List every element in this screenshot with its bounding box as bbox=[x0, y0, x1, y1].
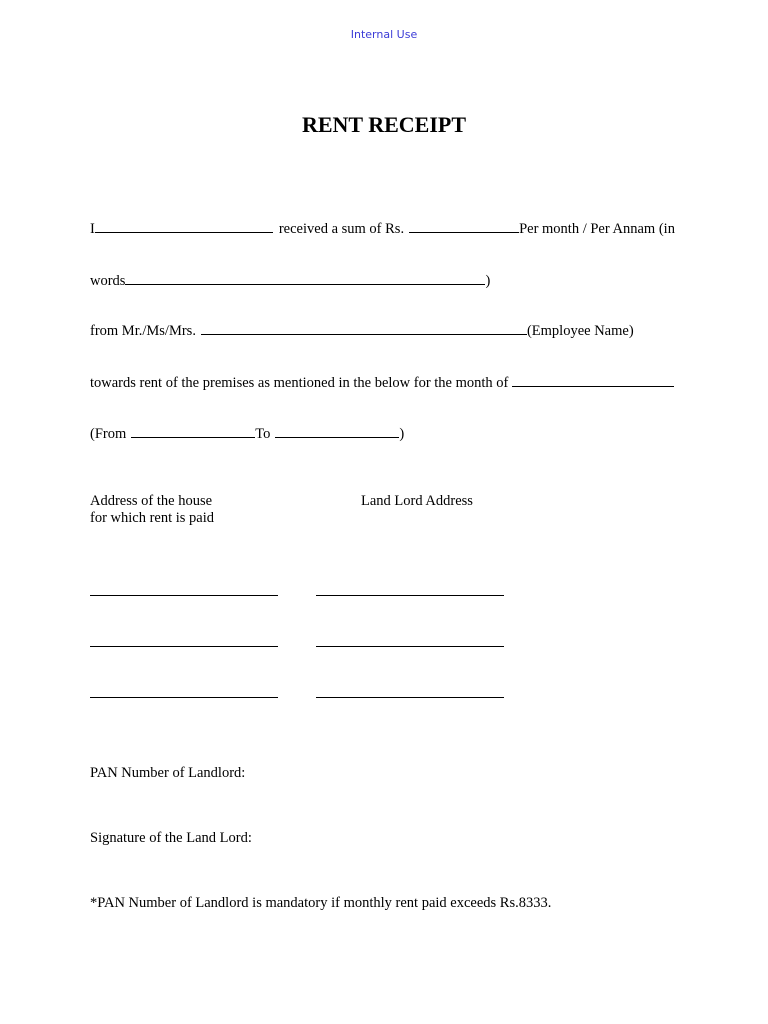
landlord-address-line-2[interactable] bbox=[316, 646, 504, 647]
to-date-label: To bbox=[255, 426, 271, 442]
receipt-line-3 bbox=[90, 320, 634, 340]
house-address-line-2[interactable] bbox=[90, 646, 278, 647]
pan-number-label: PAN Number of Landlord: bbox=[90, 765, 246, 781]
signature-label: Signature of the Land Lord: bbox=[90, 830, 252, 846]
landlord-name-blank[interactable] bbox=[95, 218, 273, 233]
from-date-label: (From bbox=[90, 426, 127, 442]
landlord-address-heading: Land Lord Address bbox=[361, 493, 473, 509]
employee-name-label: (Employee Name) bbox=[526, 323, 634, 339]
receipt-line-5 bbox=[90, 423, 404, 443]
towards-rent-text: towards rent of the premises as mentioned in the below for the month of bbox=[90, 375, 509, 391]
amount-blank[interactable] bbox=[409, 218, 519, 233]
receipt-line-4 bbox=[90, 372, 674, 392]
landlord-address-line-3[interactable] bbox=[316, 697, 504, 698]
month-blank[interactable] bbox=[512, 372, 674, 387]
payee-prefix: I bbox=[90, 221, 95, 237]
date-range-close: ) bbox=[399, 426, 405, 442]
pan-mandatory-footnote: *PAN Number of Landlord is mandatory if monthly rent paid exceeds Rs.8333. bbox=[90, 895, 552, 911]
to-date-blank[interactable] bbox=[275, 423, 399, 438]
received-sum-text: received a sum of Rs. bbox=[278, 221, 405, 237]
house-address-line-3[interactable] bbox=[90, 697, 278, 698]
landlord-address-line-1[interactable] bbox=[316, 595, 504, 596]
receipt-line-2 bbox=[90, 270, 490, 290]
receipt-line-1 bbox=[90, 218, 675, 238]
house-address-heading bbox=[90, 493, 290, 527]
amount-in-words-blank[interactable] bbox=[125, 270, 485, 285]
employee-name-blank[interactable] bbox=[201, 320, 527, 335]
house-address-line-1[interactable] bbox=[90, 595, 278, 596]
receipt-title: RENT RECEIPT bbox=[301, 112, 467, 137]
house-address-heading-line-1: Address of the house bbox=[90, 493, 213, 509]
classification-marking: Internal Use bbox=[350, 28, 418, 41]
house-address-heading-line-2: for which rent is paid bbox=[90, 510, 215, 526]
from-date-blank[interactable] bbox=[131, 423, 255, 438]
words-label: words bbox=[90, 273, 126, 289]
words-close: ) bbox=[485, 273, 491, 289]
period-text: Per month / Per Annam (in bbox=[519, 221, 675, 237]
from-label: from Mr./Ms/Mrs. bbox=[90, 323, 196, 339]
